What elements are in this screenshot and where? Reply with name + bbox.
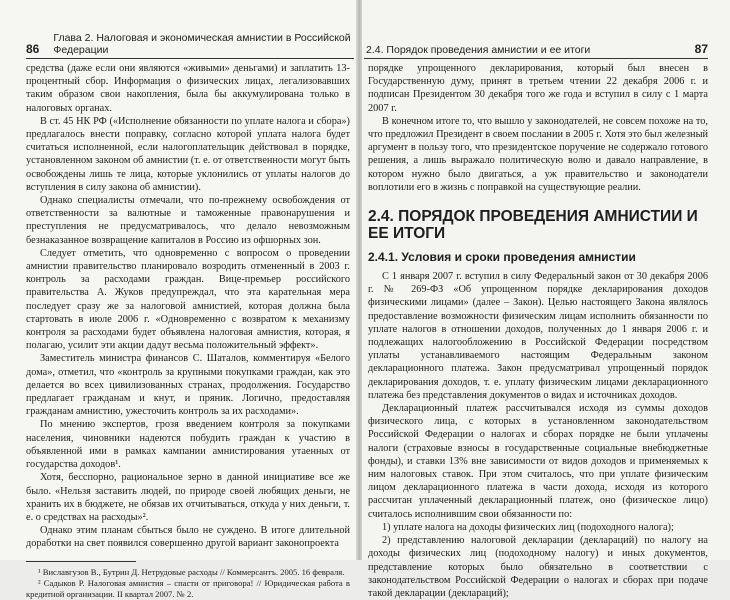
paragraph: Однако этим планам сбыться было не суждено. В итоге длительной доработки на свет появился совершенно другой вариант законопроекта (26, 525, 350, 550)
paragraph: Однако специалисты отмечали, что по-прежнему освобождения от ответственности за валютные и таможенные правонарушения и преступления не предусматривалось, что делало невозможным безнаказанное возвращение капиталов в Россию из офшорных зон. (26, 195, 350, 246)
paragraph: Следует отметить, что одновременно с вопросом о проведении амнистии правительство планировало возродить отмененный в 2003 г. контроль за расходами граждан. Вице-премьер российского правительства А. Жуков предупреждал, что эта карательная мера последует сразу же за налоговой амнистией, которая должна была стартовать в июле 2006 г. «Одновременно с возвратом к механизму контроля за расходами будет объявлена налоговая амнистия, которая, я полагаю, усилит эти акции дадут весьма положительный эффект». (26, 247, 350, 352)
running-header-left (26, 32, 352, 56)
list-item: 1) уплате налога на доходы физических лиц (подоходного налога); (382, 521, 674, 533)
paragraph: По мнению экспертов, грозя введением контроля за покупками населения, чиновники надеются побудить граждан к участию в объявленной ими в рамках кампании амнистирования утаенных от государства доходов¹. (26, 419, 350, 471)
paragraph: средства (даже если они являются «живыми» деньгами) и заплатить 13-процентный сбор. Информация о физических лицах, легализовавших таким образом свои накопления, была бы аккумулирована только в налоговых органах. (26, 63, 350, 114)
footnote: ² Садыков Р. Налоговая амнистия – спасти от приговора! // Юридическая работа в кредитной организации. II квартал 2007. № 2. (26, 577, 350, 599)
subsection-heading: 2.4.1. Условия и сроки проведения амнистии (368, 250, 636, 265)
left-body-text (26, 62, 350, 600)
page-number-right: 87 (694, 42, 708, 56)
page-number-left: 86 (26, 42, 40, 56)
paragraph: Декларационный платеж рассчитывался исходя из суммы доходов физического лица, с которых в установленном законодательством Российской Федерации о налогах и сборах порядке не были уплачены налоги (страховые взносы в государственные социальные внебюджетные фонды), и ставки 13% вне зависимости от видов доходов и применяемых к ним налоговых ставок. При этом считалось, что при уплате физическим лицом декларационного платежа в части дохода, исходя из которого рассчитан уплаченный декларационный платеж, оно (физическое лицо) считалось исполнившим свои обязанности по: (368, 403, 708, 520)
running-header-right (366, 38, 708, 56)
paragraph: порядке упрощенного декларирования, который был внесен в Государственную думу, принят в третьем чтении 22 декабря 2006 г. и подписан Президентом 30 декабря того же года и вступил в силу с 1 марта 2007 г. (368, 63, 708, 114)
header-rule-right (364, 58, 708, 59)
paragraph: С 1 января 2007 г. вступил в силу Федеральный закон от 30 декабря 2006 г. № 269-ФЗ «Об упрощенном порядке декларирования доходов физическими лицами» (далее – Закон). Целью настоящего Закона являлось предоставление возможности физическим лицам исполнить обязанности по уплате налогов в отношении доходов, полученных до 1 января 2006 г. и подлежащих налогообложению в Российской Федерации посредством уплаты устанавливаемого настоящим Федеральным законом декларационного платежа. Закон предусматривал упрощенный порядок декларирования доходов, т. е. уплату физическим лицами декларационного платежа без представления документов о видах и источниках доходов. (368, 271, 708, 401)
right-page (362, 0, 730, 599)
header-rule-left (26, 58, 354, 59)
chapter-title: Глава 2. Налоговая и экономическая амнистии в Российской Федерации (53, 32, 351, 56)
list-item: 2) представлению налоговой декларации (деклараций) по налогу на доходы физических лиц (подоходному налогу) и иных документов, представление которых было обязательно в соответствии с законодательством Российской Федерации о налогах и сборах при подаче такой декларации (деклараций); (368, 535, 708, 599)
section-header: 2.4. Порядок проведения амнистии и ее итоги (366, 44, 591, 56)
left-page (0, 0, 358, 599)
paragraph: В конечном итоге то, что вышло у законодателей, не совсем похоже на то, что предложил Президент в своем послании в 2005 г. Хотя это был железный аргумент в пользу того, что президентское поручение не содержало готового решения, а лишь выражало политическую волю и давало направление, в котором нужно было двигаться, а уж правительство и законодатели воплотили его в жизнь с поправкой на существующие реалии. (368, 115, 708, 193)
right-body-text (368, 62, 708, 600)
footnote: ¹ Виславгузов В., Бутрин Д. Нетрудовые расходы // Коммерсантъ. 2005. 16 февраля. (38, 566, 345, 577)
paragraph: В ст. 45 НК РФ («Исполнение обязанности по уплате налога и сбора») предлагалось внести поправку, согласно которой уплата налога будет считаться исполненной, если налогоплательщик действовал в порядке, установленном законом об амнистии (т. е. от ответственности могут быть освобождены лишь те лица, которые уклонились от уплаты налогов до вступления в силу закона об амнистии). (26, 115, 350, 193)
paragraph: Хотя, бесспорно, рациональное зерно в данной инициативе все же было. «Нельзя заставить людей, по природе своей любящих деньги, не хранить их в бюджете, не обязав их отчитываться, откуда у них деньги, т. е. о средствах на расходы»². (26, 472, 350, 523)
paragraph: Заместитель министра финансов С. Шаталов, комментируя «Белого дома», отметил, что «контроль за крупными покупками граждан, как это делается во всех цивилизованных странах, продолжения. Государство предлагает гражданам и кнут, и пряник. Логично, предоставляя гражданам амнистию, ужесточить контроль за их расходами». (26, 353, 350, 418)
section-heading: 2.4. ПОРЯДОК ПРОВЕДЕНИЯ АМНИСТИИ И ЕЕ ИТОГИ (368, 208, 698, 243)
footnote-rule (26, 561, 136, 562)
